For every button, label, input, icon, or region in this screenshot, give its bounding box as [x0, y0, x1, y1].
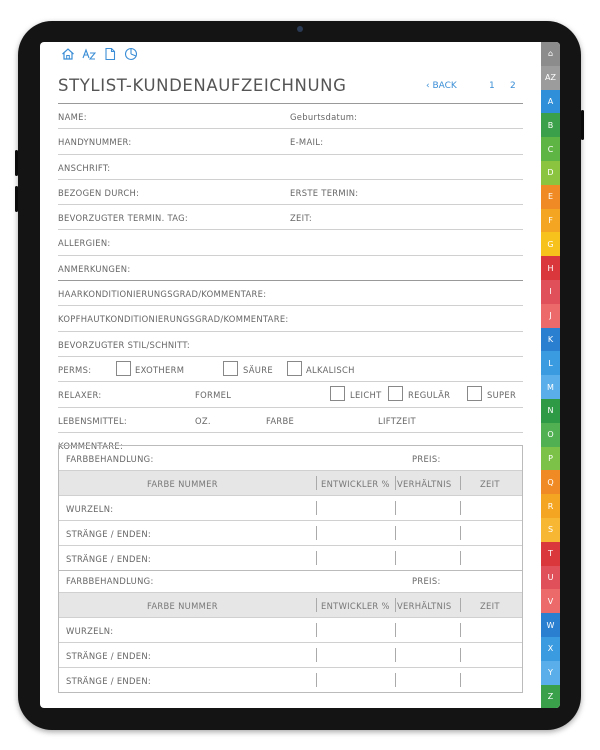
- alkaline-checkbox[interactable]: [287, 361, 302, 376]
- page-title: STYLIST-KUNDENAUFZEICHNUNG: [58, 76, 347, 95]
- tab-n[interactable]: N: [541, 399, 560, 423]
- exotherm-checkbox[interactable]: [116, 361, 131, 376]
- strands-label: STRÄNGE / ENDEN:: [66, 676, 152, 686]
- page-link-2[interactable]: 2: [510, 81, 516, 91]
- column-divider: [316, 673, 317, 687]
- treatment-column-headers: [59, 593, 522, 618]
- address-label: ANSCHRIFT:: [58, 162, 111, 173]
- col-developer: ENTWICKLER %: [321, 601, 390, 611]
- comments-label: KOMMENTARE:: [58, 440, 124, 451]
- roots-label: WURZELN:: [66, 504, 114, 514]
- allergies-row[interactable]: [58, 230, 523, 255]
- tab-c[interactable]: C: [541, 137, 560, 161]
- first-appointment-label: ERSTE TERMIN:: [290, 187, 359, 198]
- oz-label: OZ.: [195, 415, 211, 426]
- treatment-header-row[interactable]: [59, 446, 522, 471]
- column-divider: [316, 476, 317, 490]
- address-row[interactable]: [58, 155, 523, 180]
- tab-w[interactable]: W: [541, 613, 560, 637]
- allergies-label: ALLERGIEN:: [58, 238, 111, 249]
- tab-q[interactable]: Q: [541, 470, 560, 494]
- tab-g[interactable]: G: [541, 232, 560, 256]
- notes-label: ANMERKUNGEN:: [58, 263, 131, 274]
- tab-a[interactable]: A: [541, 90, 560, 114]
- roots-label: WURZELN:: [66, 626, 114, 636]
- tab-p[interactable]: P: [541, 447, 560, 471]
- referred-row[interactable]: [58, 180, 523, 205]
- column-divider: [460, 476, 461, 490]
- tab-m[interactable]: M: [541, 375, 560, 399]
- column-divider: [460, 526, 461, 540]
- col-developer: ENTWICKLER %: [321, 479, 390, 489]
- acid-label: SÄURE: [243, 364, 273, 375]
- time-label: ZEIT:: [290, 213, 313, 224]
- exotherm-label: EXOTHERM: [135, 364, 185, 375]
- super-label: SUPER: [487, 390, 517, 401]
- column-divider: [460, 501, 461, 515]
- column-divider: [395, 648, 396, 662]
- index-tab[interactable]: AZ: [541, 66, 560, 90]
- client-fields: [58, 103, 523, 457]
- treatment-label: FARBBEHANDLUNG:: [66, 454, 154, 464]
- back-link[interactable]: ‹ BACK: [426, 81, 457, 91]
- volume-button: [15, 186, 18, 212]
- preferred-style-row[interactable]: [58, 332, 523, 357]
- column-divider: [395, 476, 396, 490]
- price-label: PREIS:: [412, 454, 441, 464]
- table-row[interactable]: [59, 618, 522, 643]
- relaxer-label: RELAXER:: [58, 390, 102, 401]
- chart-icon[interactable]: [123, 46, 139, 62]
- tab-x[interactable]: X: [541, 637, 560, 661]
- acid-checkbox[interactable]: [223, 361, 238, 376]
- alphabet-tab-bar: [541, 42, 560, 708]
- column-divider: [395, 623, 396, 637]
- color-treatment-table-2: [58, 568, 523, 693]
- strands-label: STRÄNGE / ENDEN:: [66, 529, 152, 539]
- lift-time-label: LIFTZEIT: [378, 415, 416, 426]
- column-divider: [395, 551, 396, 565]
- table-row[interactable]: [59, 668, 522, 692]
- column-divider: [460, 673, 461, 687]
- tab-l[interactable]: L: [541, 351, 560, 375]
- home-icon[interactable]: [60, 46, 76, 62]
- column-divider: [460, 551, 461, 565]
- tab-f[interactable]: F: [541, 209, 560, 233]
- column-divider: [316, 551, 317, 565]
- col-time: ZEIT: [480, 479, 500, 489]
- col-time: ZEIT: [480, 601, 500, 611]
- referred-label: BEZOGEN DURCH:: [58, 187, 140, 198]
- col-color-number: FARBE NUMMER: [147, 601, 218, 611]
- column-divider: [316, 526, 317, 540]
- hair-condition-row[interactable]: [58, 281, 523, 306]
- planner-page: [40, 42, 540, 708]
- col-ratio: VERHÄLTNIS: [397, 601, 452, 611]
- column-divider: [395, 526, 396, 540]
- birthdate-label: Geburtsdatum:: [290, 112, 358, 122]
- phone-row[interactable]: [58, 129, 523, 154]
- regular-checkbox[interactable]: [388, 386, 403, 401]
- column-divider: [316, 623, 317, 637]
- price-label: PREIS:: [412, 576, 441, 586]
- color-label: FARBE: [266, 415, 295, 426]
- tab-o[interactable]: O: [541, 423, 560, 447]
- tab-v[interactable]: V: [541, 589, 560, 613]
- table-row[interactable]: [59, 521, 522, 546]
- food-label: LEBENSMITTEL:: [58, 415, 128, 426]
- tab-j[interactable]: J: [541, 304, 560, 328]
- super-checkbox[interactable]: [467, 386, 482, 401]
- perms-row: [58, 357, 523, 382]
- treatment-column-headers: [59, 471, 522, 496]
- tab-z[interactable]: Z: [541, 685, 560, 708]
- col-ratio: VERHÄLTNIS: [397, 479, 452, 489]
- tab-t[interactable]: T: [541, 542, 560, 566]
- color-treatment-table-1: [58, 445, 523, 571]
- column-divider: [395, 501, 396, 515]
- column-divider: [460, 648, 461, 662]
- phone-label: HANDYNUMMER:: [58, 137, 132, 148]
- light-checkbox[interactable]: [330, 386, 345, 401]
- tab-y[interactable]: Y: [541, 661, 560, 685]
- relaxer-row: [58, 382, 523, 407]
- column-divider: [395, 598, 396, 612]
- treatment-label: FARBBEHANDLUNG:: [66, 576, 154, 586]
- screen: [40, 42, 560, 708]
- tab-d[interactable]: D: [541, 161, 560, 185]
- column-divider: [395, 673, 396, 687]
- treatment-header-row[interactable]: [59, 568, 522, 593]
- name-label: NAME:: [58, 112, 87, 122]
- column-divider: [460, 598, 461, 612]
- column-divider: [316, 648, 317, 662]
- name-row[interactable]: [58, 104, 523, 129]
- home-tab[interactable]: ⌂: [541, 42, 560, 66]
- scalp-condition-label: KOPFHAUTKONDITIONIERUNGSGRAD/KOMMENTARE:: [58, 314, 289, 325]
- tab-i[interactable]: I: [541, 280, 560, 304]
- table-row[interactable]: [59, 643, 522, 668]
- front-camera: [297, 26, 303, 32]
- volume-button: [15, 150, 18, 176]
- tab-u[interactable]: U: [541, 566, 560, 590]
- tab-k[interactable]: K: [541, 328, 560, 352]
- power-button: [581, 110, 584, 140]
- tab-s[interactable]: S: [541, 518, 560, 542]
- scalp-condition-row[interactable]: [58, 306, 523, 331]
- col-color-number: FARBE NUMMER: [147, 479, 218, 489]
- top-toolbar: [60, 46, 139, 62]
- tab-b[interactable]: B: [541, 113, 560, 137]
- strands-label: STRÄNGE / ENDEN:: [66, 651, 152, 661]
- perms-label: PERMS:: [58, 364, 92, 375]
- table-row[interactable]: [59, 496, 522, 521]
- preferred-day-label: BEVORZUGTER TERMIN. TAG:: [58, 213, 189, 224]
- email-label: E-MAIL:: [290, 137, 324, 148]
- tab-e[interactable]: E: [541, 185, 560, 209]
- document-icon[interactable]: [102, 46, 118, 62]
- light-label: LEICHT: [350, 390, 382, 401]
- food-row[interactable]: [58, 408, 523, 433]
- preferred-style-label: BEVORZUGTER STIL/SCHNITT:: [58, 339, 191, 350]
- preferred-day-row[interactable]: [58, 205, 523, 230]
- formula-label: FORMEL: [195, 390, 232, 401]
- column-divider: [316, 598, 317, 612]
- tab-h[interactable]: H: [541, 256, 560, 280]
- column-divider: [460, 623, 461, 637]
- table-row[interactable]: [59, 546, 522, 570]
- regular-label: REGULÄR: [408, 390, 451, 401]
- page-link-1[interactable]: 1: [489, 81, 495, 91]
- notes-row[interactable]: [58, 256, 523, 281]
- sort-az-icon[interactable]: [81, 46, 97, 62]
- hair-condition-label: HAARKONDITIONIERUNGSGRAD/KOMMENTARE:: [58, 289, 267, 300]
- column-divider: [316, 501, 317, 515]
- tab-r[interactable]: R: [541, 494, 560, 518]
- alkaline-label: ALKALISCH: [306, 364, 355, 375]
- strands-label: STRÄNGE / ENDEN:: [66, 554, 152, 564]
